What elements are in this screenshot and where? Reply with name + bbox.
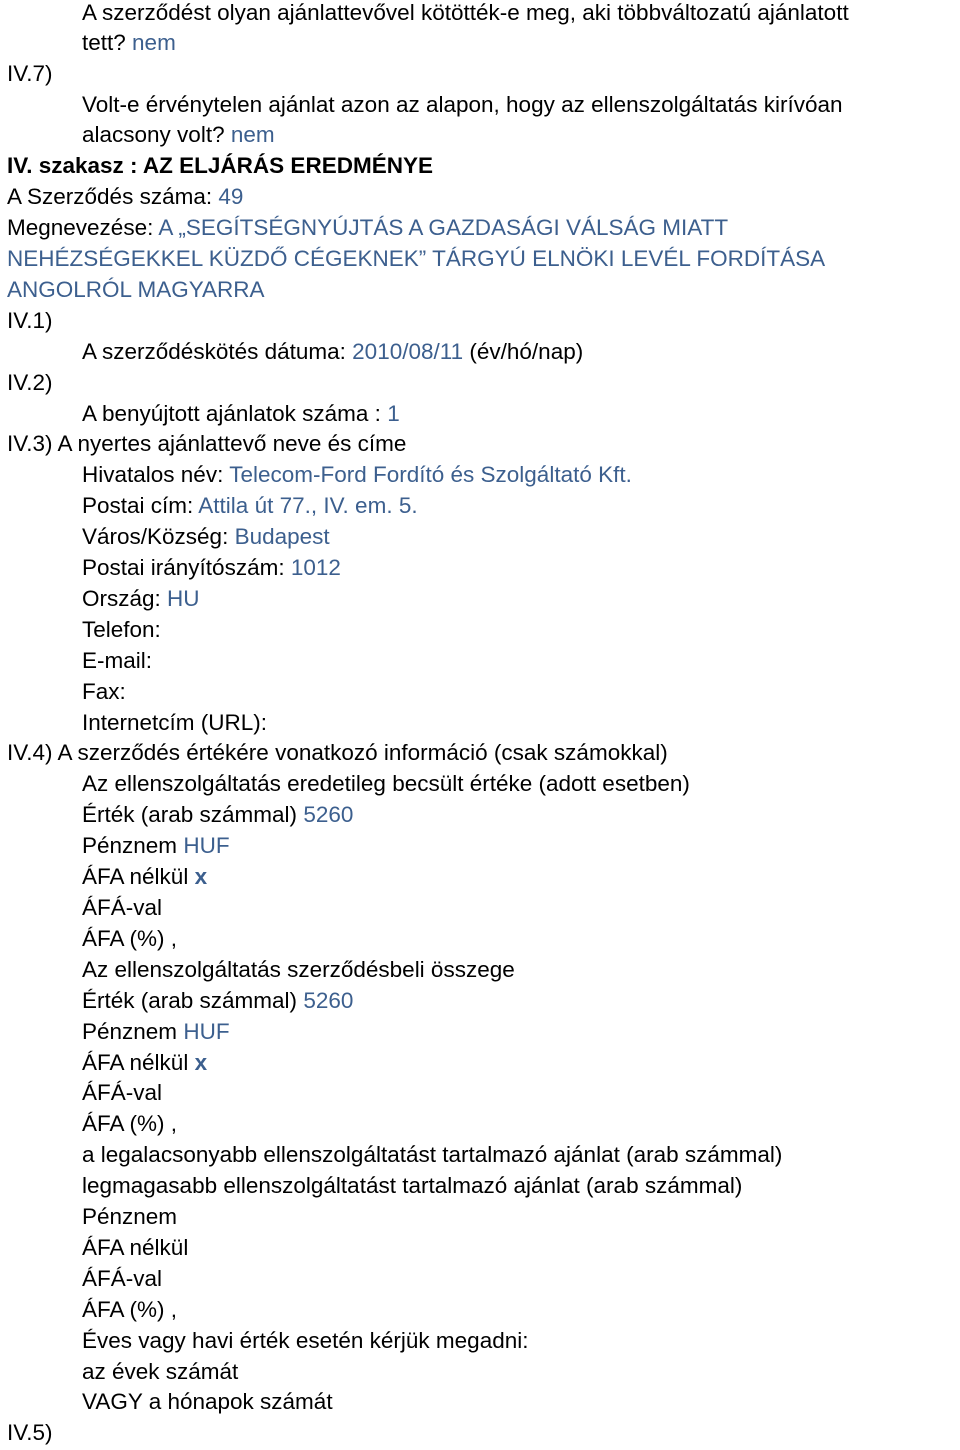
- estimated-currency: Pénznem HUF: [82, 833, 230, 858]
- winner-phone: Telefon:: [82, 617, 161, 642]
- years-count-label: az évek számát: [82, 1359, 239, 1384]
- section-number-iv2: IV.2): [7, 370, 53, 395]
- range-without-vat: ÁFA nélkül: [82, 1235, 189, 1260]
- contract-number: A Szerződés száma: 49: [7, 184, 244, 209]
- invalid-offer-question-cont: alacsony volt? nem: [82, 122, 275, 147]
- section-number-iv7: IV.7): [7, 61, 53, 86]
- multi-variant-question-cont: tett? nem: [82, 30, 176, 55]
- contract-name-line2: NEHÉZSÉGEKKEL KÜZDŐ CÉGEKNEK” TÁRGYÚ ELNÖKI LEVÉL FORDÍTÁSA: [7, 246, 826, 271]
- range-currency: Pénznem: [82, 1204, 178, 1229]
- annual-value-note: Éves vagy havi érték esetén kérjük megadni:: [82, 1328, 529, 1353]
- winner-postal-code: Postai irányítószám: 1012: [82, 555, 341, 580]
- winner-url: Internetcím (URL):: [82, 710, 268, 735]
- winner-fax: Fax:: [82, 679, 126, 704]
- contract-amount-currency: Pénznem HUF: [82, 1019, 230, 1044]
- winner-title: IV.3) A nyertes ajánlattevő neve és címe: [7, 431, 407, 456]
- winner-city: Város/Község: Budapest: [82, 524, 330, 549]
- winner-official-name: Hivatalos név: Telecom-Ford Fordító és Szolgáltató Kft.: [82, 462, 632, 487]
- estimated-with-vat: ÁFÁ-val: [82, 895, 163, 920]
- contract-amount-without-vat: ÁFA nélkül x: [82, 1050, 208, 1075]
- invalid-offer-answer: nem: [230, 122, 275, 147]
- estimated-value-heading: Az ellenszolgáltatás eredetileg becsült értéke (adott esetben): [82, 771, 690, 796]
- multi-variant-question: A szerződést olyan ajánlattevővel kötötték-e meg, aki többváltozatú ajánlatott: [82, 0, 849, 25]
- winner-country: Ország: HU: [82, 586, 200, 611]
- section-heading: IV. szakasz : AZ ELJÁRÁS EREDMÉNYE: [7, 153, 433, 178]
- estimated-value: Érték (arab számmal) 5260: [82, 802, 354, 827]
- contract-name: Megnevezése: A „SEGÍTSÉGNYÚJTÁS A GAZDASÁGI VÁLSÁG MIATT: [7, 215, 729, 240]
- contract-amount-heading: Az ellenszolgáltatás szerződésbeli összege: [82, 957, 515, 982]
- section-number-iv1: IV.1): [7, 308, 53, 333]
- contract-amount-with-vat: ÁFÁ-val: [82, 1080, 163, 1105]
- offers-count: A benyújtott ajánlatok száma : 1: [82, 401, 400, 426]
- range-vat-percent: ÁFA (%) ,: [82, 1297, 178, 1322]
- checkmark-x: x: [194, 1050, 208, 1075]
- highest-offer-label: legmagasabb ellenszolgáltatást tartalmazó ajánlat (arab számmal): [82, 1173, 743, 1198]
- contract-amount-vat-percent: ÁFA (%) ,: [82, 1111, 178, 1136]
- winner-postal-address: Postai cím: Attila út 77., IV. em. 5.: [82, 493, 418, 518]
- contract-amount-value: Érték (arab számmal) 5260: [82, 988, 354, 1013]
- multi-variant-answer: nem: [132, 30, 176, 55]
- estimated-without-vat: ÁFA nélkül x: [82, 864, 208, 889]
- checkmark-x: x: [194, 864, 208, 889]
- estimated-vat-percent: ÁFA (%) ,: [82, 926, 178, 951]
- months-count-label: VAGY a hónapok számát: [82, 1389, 333, 1414]
- invalid-offer-question: Volt-e érvénytelen ajánlat azon az alapon, hogy az ellenszolgáltatás kirívóan: [82, 92, 843, 117]
- range-with-vat: ÁFÁ-val: [82, 1266, 163, 1291]
- contract-name-line3: ANGOLRÓL MAGYARRA: [7, 277, 265, 302]
- lowest-offer-label: a legalacsonyabb ellenszolgáltatást tartalmazó ajánlat (arab számmal): [82, 1142, 783, 1167]
- winner-email: E-mail:: [82, 648, 153, 673]
- contract-value-title: IV.4) A szerződés értékére vonatkozó információ (csak számokkal): [7, 740, 668, 765]
- contract-date: A szerződéskötés dátuma: 2010/08/11 (év/hó/nap): [82, 339, 584, 364]
- section-number-iv5: IV.5): [7, 1420, 53, 1445]
